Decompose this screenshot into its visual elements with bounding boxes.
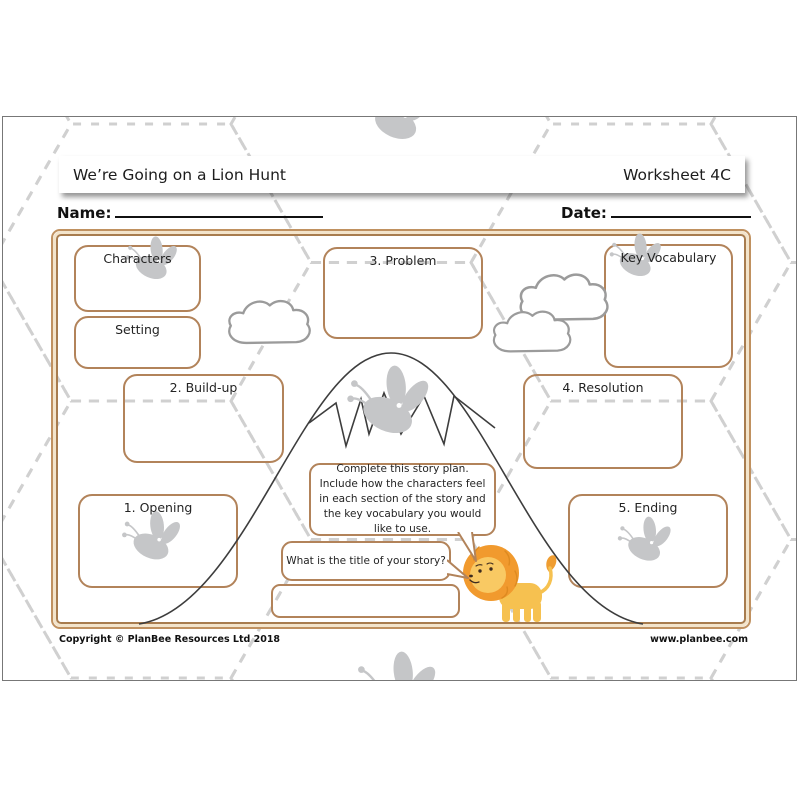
speech-bubble-tail: [447, 557, 473, 583]
fly-silhouette-icon: [347, 365, 433, 440]
name-field: [57, 203, 323, 222]
fly-silhouette-icon: [354, 651, 440, 680]
story-box-label: Setting: [115, 322, 160, 337]
story-box-label: Key Vocabulary: [620, 250, 717, 265]
story-box-label: 3. Problem: [369, 253, 437, 268]
story-box-label: Characters: [103, 251, 172, 266]
story-box-label: 4. Resolution: [562, 380, 644, 395]
story-box-label: 5. Ending: [618, 500, 678, 515]
website-text: www.planbee.com: [650, 634, 748, 645]
story-box-label: 2. Build-up: [169, 380, 238, 395]
fly-silhouette-icon: [122, 510, 183, 564]
date-label: Date:: [561, 204, 607, 222]
fly-silhouette-icon: [362, 117, 434, 145]
date-field: [561, 203, 751, 222]
worksheet-number: Worksheet 4C: [623, 165, 731, 184]
date-write-line: [611, 203, 751, 218]
name-write-line: [115, 203, 323, 218]
worksheet-title: We’re Going on a Lion Hunt: [73, 165, 286, 184]
worksheet-page: [2, 116, 797, 681]
worksheet-header-bar: [59, 156, 745, 193]
story-title-answer-box: [271, 584, 460, 618]
title-question-speech-bubble: [281, 541, 451, 581]
name-label: Name:: [57, 204, 112, 222]
fly-silhouette-icon: [618, 516, 674, 565]
title-question-text: What is the title of your story?: [286, 555, 446, 567]
instruction-speech-bubble: [309, 463, 496, 536]
copyright-text: Copyright © PlanBee Resources Ltd 2018: [59, 634, 281, 645]
instruction-text: Complete this story plan. Include how the characters feel in each section of the story and the key vocabulary you would like to use.: [319, 463, 486, 535]
story-box-label: 1. Opening: [123, 500, 193, 515]
